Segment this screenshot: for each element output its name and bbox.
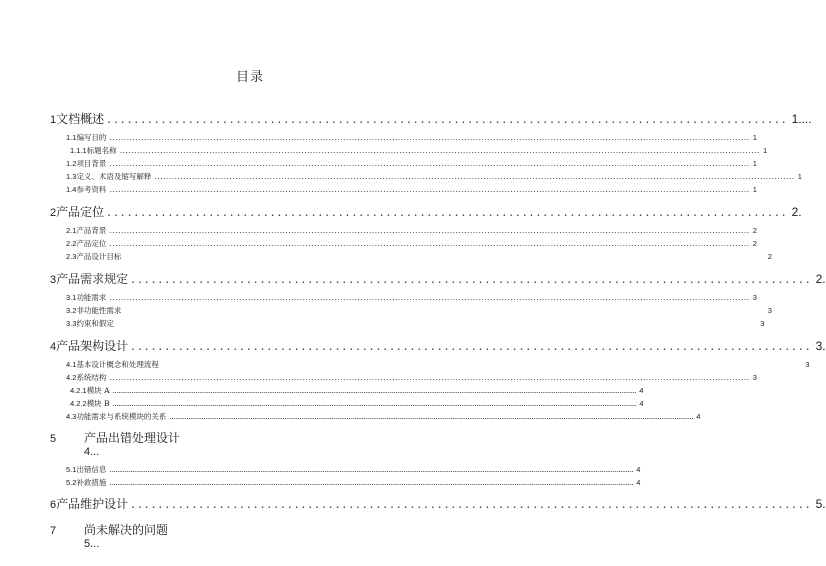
toc-page-number: 4 [639,386,644,395]
toc-text: 项目背景 [76,159,107,168]
toc-number: 4.2 [66,373,77,382]
toc-page-number: 2. [791,205,802,219]
toc-entry-1-3[interactable] [66,171,802,182]
toc-leader: .................................................................................................... [131,272,813,286]
toc-leader: .............................................................................................................................................................................................................................. [119,146,760,155]
toc-text: 非功能性需求 [76,306,122,315]
toc-number: 4.2.1 [70,386,87,395]
toc-title: 目录 [235,70,264,85]
toc-leader: .................................................................................................... [131,497,813,511]
toc-number: 3.2 [66,306,77,315]
toc-page-number: 3 [752,293,757,302]
toc-text: 产品定位 [76,239,107,248]
toc-entry-1-4[interactable] [66,184,757,195]
toc-entry-3-2[interactable] [66,305,772,316]
toc-number: 2 [50,207,57,219]
toc-entry-7[interactable] [50,521,168,538]
toc-leader: ...................................................................................................................................................................................................................................................................................... [109,478,634,487]
toc-number: 2.3 [66,252,77,261]
toc-text: 基本设计概念和处理流程 [76,360,159,369]
toc-entry-4[interactable] [50,337,826,354]
toc-page-number: 1 [752,159,757,168]
toc-entry-5-continuation [84,444,99,458]
toc-entry-4-3[interactable] [66,411,701,422]
toc-number: 7 [50,525,57,537]
toc-number: 1.1 [66,133,77,142]
toc-text: 产品设计目标 [76,252,122,261]
toc-number: 1 [50,114,57,126]
toc-leader: .............................................................................................................................................................................................................................. [109,133,750,142]
toc-text: 约束和假定 [76,319,114,328]
toc-page-number: 1 [762,146,768,155]
toc-page-number: 2 [752,239,757,248]
toc-leader: .............................................................................................................................................................................................................................. [109,293,750,302]
toc-entry-7-continuation [84,536,99,550]
toc-entry-1-2[interactable] [66,158,757,169]
toc-leader: .................................................................................................... [107,205,789,219]
toc-page-number: 4 [639,399,644,408]
toc-page-number: 1 [752,185,757,194]
toc-page-number: 3 [760,319,765,328]
toc-number: 4.3 [66,412,77,421]
toc-text: 定义、术语及缩写解释 [76,172,152,181]
toc-entry-4-2-2[interactable] [70,398,644,409]
toc-entry-3-3[interactable] [66,318,765,329]
toc-number: 3.1 [66,293,77,302]
toc-page-number: 4 [696,412,701,421]
toc-entry-1-1-1[interactable] [70,145,768,156]
toc-text: 产品定位 [56,205,105,219]
toc-page-number: 5... [84,538,100,550]
toc-leader: ...................................................................................................................................................................................................................................................................................... [169,412,694,421]
toc-leader: ...................................................................................................................................................................................................................................................................................... [112,386,637,395]
toc-entry-5-2[interactable] [66,477,641,488]
toc-page-number: 3 [805,360,810,369]
toc-page-number: 3 [767,306,772,315]
toc-entry-4-1[interactable] [66,359,810,370]
toc-entry-2[interactable] [50,203,802,220]
toc-text: 出错信息 [76,465,107,474]
toc-entry-1[interactable] [50,110,812,127]
toc-leader [162,360,802,369]
toc-text: 功能需求 [76,293,107,302]
toc-text: 产品背景 [76,226,107,235]
toc-text: 模块 A [86,386,110,395]
toc-leader: .............................................................................................................................................................................................................................. [109,373,750,382]
toc-text: 功能需求与系统模块的关系 [76,412,167,421]
toc-text: 编写目的 [76,133,107,142]
toc-page-number: 2 [767,252,772,261]
toc-number: 4.2.2 [70,399,87,408]
toc-number: 5.2 [66,478,77,487]
toc-page-number: 4 [636,465,641,474]
toc-leader: .............................................................................................................................................................................................................................. [109,185,750,194]
toc-number: 1.3 [66,172,77,181]
toc-text: 尚未解决的问题 [84,523,169,537]
toc-number: 2.1 [66,226,77,235]
toc-number: 5 [50,433,57,445]
toc-text: 标题名称 [86,146,117,155]
toc-text: 参考资料 [76,185,107,194]
toc-number: 4 [50,341,57,353]
toc-number: 4.1 [66,360,77,369]
toc-leader: .................................................................................................... [131,339,813,353]
toc-entry-4-2[interactable] [66,372,757,383]
toc-text: 产品出错处理设计 [84,431,181,445]
toc-number: 6 [50,499,57,511]
toc-page-number: 1 [752,133,757,142]
toc-leader: ...................................................................................................................................................................................................................................................................................... [112,399,637,408]
toc-page-number: 5. [815,497,826,511]
toc-leader: ...................................................................................................................................................................................................................................................................................... [109,465,634,474]
toc-entry-6[interactable] [50,495,826,512]
toc-entry-3[interactable] [50,270,826,287]
toc-entry-5[interactable] [50,429,180,446]
toc-text: 文档概述 [56,112,105,126]
toc-number: 2.2 [66,239,77,248]
toc-page-number: 2 [752,226,757,235]
toc-leader: .............................................................................................................................................................................................................................. [109,226,750,235]
toc-leader [124,252,764,261]
toc-number: 1.2 [66,159,77,168]
toc-leader: .............................................................................................................................................................................................................................. [154,172,795,181]
toc-entry-1-1[interactable] [66,132,757,143]
toc-entry-2-1[interactable] [66,225,757,236]
toc-page-number: 2. [815,272,826,286]
toc-number: 1.1.1 [70,146,87,155]
toc-entry-4-2-1[interactable] [70,385,644,396]
toc-leader: .............................................................................................................................................................................................................................. [109,159,750,168]
toc-text: 补救措施 [76,478,107,487]
toc-leader: .................................................................................................... [107,112,789,126]
toc-page-number: 4... [84,446,100,458]
toc-leader [117,319,757,328]
toc-page-number: 4 [636,478,641,487]
toc-text: 系统结构 [76,373,107,382]
toc-number: 3 [50,274,57,286]
toc-text: 产品需求规定 [56,272,129,286]
toc-leader: .............................................................................................................................................................................................................................. [109,239,750,248]
toc-entry-2-3[interactable] [66,251,772,262]
toc-page-number: 3. [815,339,826,353]
toc-leader [124,306,764,315]
toc-page-number: 1.... [791,112,812,126]
toc-page-number: 1 [797,172,802,181]
toc-number: 3.3 [66,319,77,328]
toc-text: 产品架构设计 [56,339,129,353]
toc-page-number: 3 [752,373,757,382]
toc-number: 1.4 [66,185,77,194]
toc-entry-2-2[interactable] [66,238,757,249]
toc-number: 5.1 [66,465,77,474]
toc-entry-3-1[interactable] [66,292,757,303]
toc-text: 产品维护设计 [56,497,129,511]
toc-entry-5-1[interactable] [66,464,641,475]
toc-text: 模块 B [86,399,110,408]
